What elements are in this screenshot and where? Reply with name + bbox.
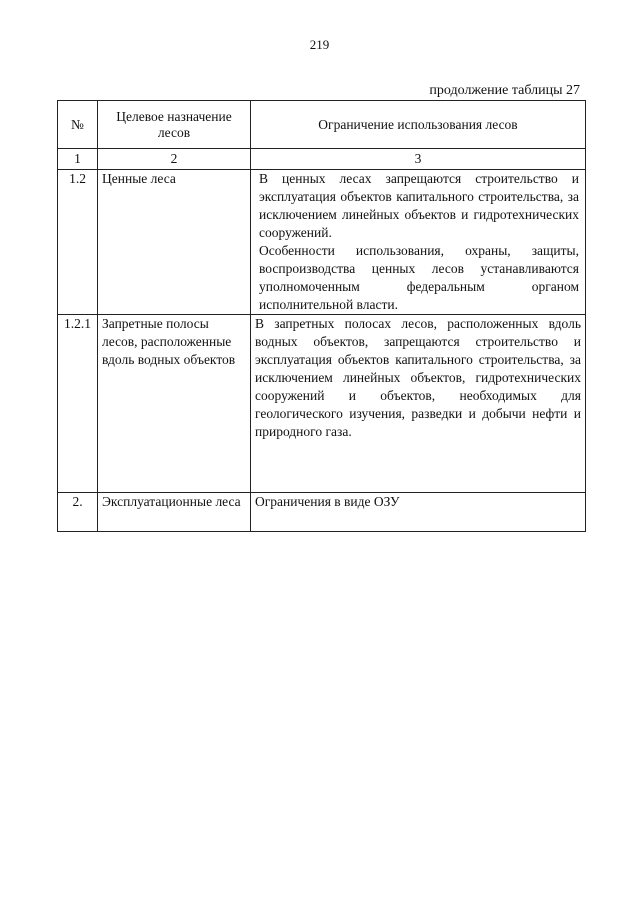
column-number: 3 [251, 149, 586, 170]
header-forest-purpose: Целевое назначение лесов [98, 101, 251, 149]
column-number-row [58, 149, 586, 170]
table-header-row [58, 101, 586, 149]
column-number: 1 [58, 149, 98, 170]
row-number: 1.2 [58, 170, 98, 315]
row-restriction [251, 315, 586, 493]
page-number: 219 [309, 37, 330, 52]
row-forest-purpose: Запретные полосы лесов, расположенные вдоль водных объектов [98, 315, 251, 493]
restriction-paragraph: В ценных лесах запрещаются строительство и эксплуатация объектов капитального строительства, за исключением линейных объектов и гидротехнических сооружений. [259, 171, 579, 240]
table-row [58, 170, 586, 315]
table-row [58, 493, 586, 532]
table-row [58, 315, 586, 493]
row-forest-purpose: Эксплуатационные леса [98, 493, 251, 532]
header-number: № [58, 101, 98, 149]
row-number: 2. [58, 493, 98, 532]
row-restriction [251, 170, 586, 315]
table-continuation-label: продолжение таблицы 27 [429, 83, 580, 98]
restriction-paragraph: В запретных полосах лесов, расположенных вдоль водных объектов, запрещаются строительство и эксплуатация объектов капитального строительства, за исключением линейных объектов, гидротехнических сооружений и объектов, необходимых для геологического изучения, разведки и добычи нефти и природного газа. [255, 316, 581, 439]
header-use-restriction: Ограничение использования лесов [251, 101, 586, 149]
row-restriction [251, 493, 586, 532]
restriction-paragraph: Особенности использования, охраны, защиты, воспроизводства ценных лесов устанавливаются уполномоченным федеральным органом исполнительной власти. [259, 243, 579, 312]
forest-restrictions-table [57, 100, 586, 532]
column-number: 2 [98, 149, 251, 170]
row-number: 1.2.1 [58, 315, 98, 493]
row-forest-purpose: Ценные леса [98, 170, 251, 315]
restriction-paragraph: Ограничения в виде ОЗУ [255, 494, 400, 509]
